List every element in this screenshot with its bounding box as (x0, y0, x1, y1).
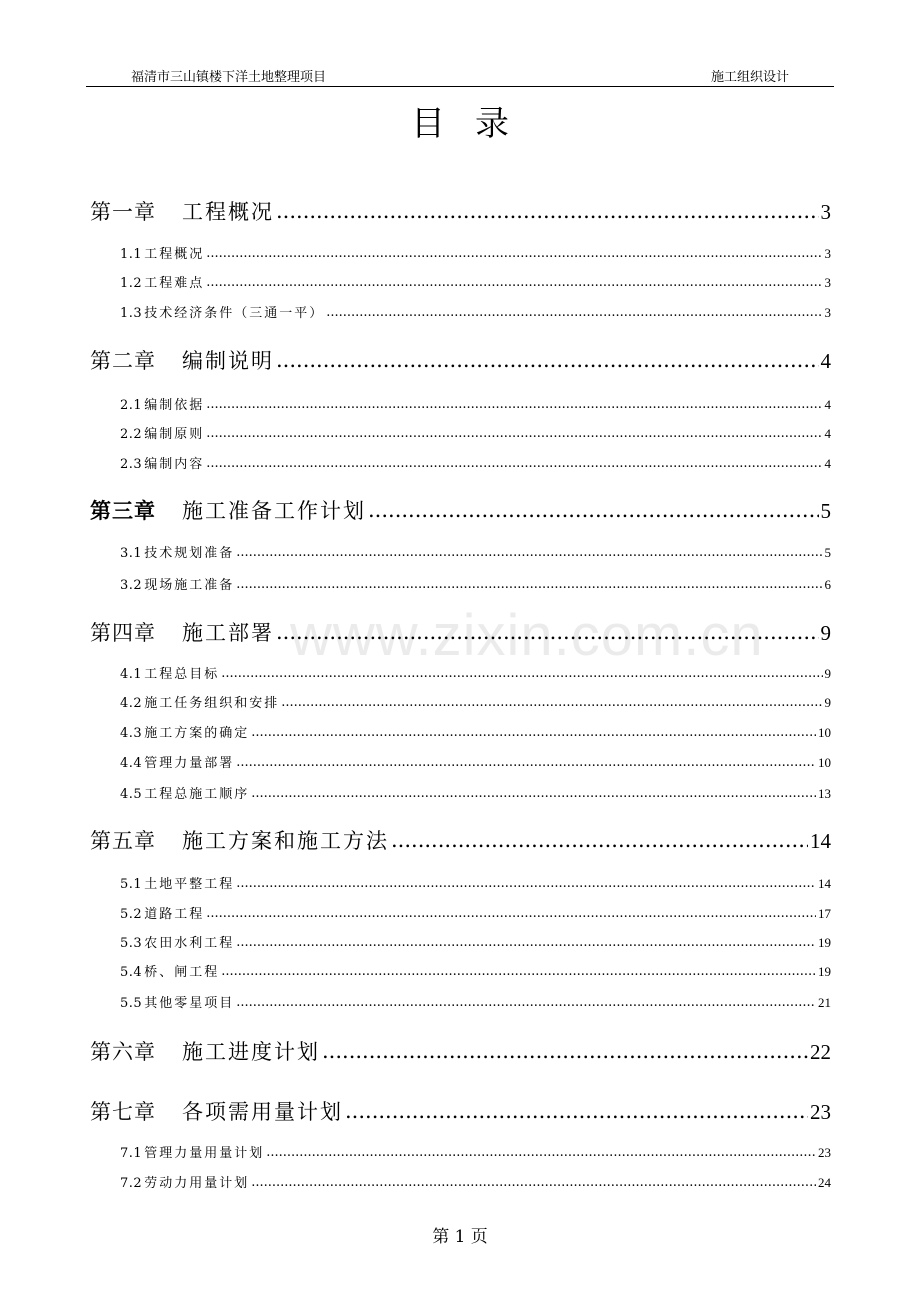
toc-entry-page: 14 (818, 876, 831, 891)
toc-dot-leader (206, 456, 822, 471)
toc-entry-number: 5.4 (120, 965, 143, 980)
toc-entry-page: 24 (818, 1175, 831, 1190)
toc-chapter-entry[interactable] (90, 825, 831, 855)
toc-entry-page: 4 (824, 456, 831, 471)
toc-entry-title: 编制内容 (144, 457, 205, 472)
toc-entry-number: 2.1 (120, 398, 143, 413)
toc-entry-number: 第四章 (90, 621, 156, 645)
toc-entry-number: 5.1 (120, 877, 143, 892)
toc-entry-number: 4.2 (120, 696, 143, 711)
toc-entry-title: 技术经济条件（三通一平） (144, 306, 325, 321)
header-project-name: 福清市三山镇楼下洋土地整理项目 (131, 70, 327, 85)
toc-entry-number: 3.1 (120, 546, 143, 561)
toc-entry-page: 17 (818, 906, 831, 921)
toc-entry-number: 5.5 (120, 996, 143, 1011)
toc-entry-title: 施工方案和施工方法 (182, 829, 389, 853)
toc-dot-leader (326, 305, 822, 320)
toc-entry-number: 2.3 (120, 457, 143, 472)
toc-section-entry[interactable] (120, 961, 831, 980)
toc-entry-number: 4.1 (120, 667, 143, 682)
toc-section-entry[interactable] (120, 903, 831, 922)
toc-dot-leader (276, 199, 819, 223)
toc-section-entry[interactable] (120, 394, 831, 413)
toc-dot-leader (236, 545, 822, 560)
toc-entry-title: 编制说明 (182, 349, 274, 373)
toc-dot-leader (206, 426, 822, 441)
toc-entry-title: 工程总目标 (144, 667, 220, 682)
toc-entry-number: 第七章 (90, 1100, 156, 1124)
toc-entry-number: 4.3 (120, 726, 143, 741)
toc-entry-title: 各项需用量计划 (182, 1100, 343, 1124)
toc-entry-number: 第三章 (90, 498, 156, 523)
toc-dot-leader (221, 964, 816, 979)
page-title: 目录 (411, 104, 539, 144)
toc-entry-page: 4 (824, 426, 831, 441)
header-doc-type: 施工组织设计 (710, 70, 789, 85)
toc-dot-leader (236, 755, 816, 770)
toc-dot-leader (281, 695, 822, 710)
toc-entry-page: 19 (818, 935, 831, 950)
toc-section-entry[interactable] (120, 574, 831, 593)
toc-dot-leader (391, 828, 808, 852)
toc-dot-leader (322, 1039, 808, 1063)
toc-entry-page: 4 (820, 349, 831, 373)
toc-entry-number: 第五章 (90, 829, 156, 853)
toc-entry-title: 其他零星项目 (144, 996, 235, 1011)
toc-dot-leader (368, 498, 819, 522)
toc-entry-number: 第六章 (90, 1040, 156, 1064)
toc-section-entry[interactable] (120, 453, 831, 472)
toc-section-entry[interactable] (120, 542, 831, 561)
toc-section-entry[interactable] (120, 783, 831, 802)
toc-chapter-entry[interactable] (90, 196, 831, 226)
toc-section-entry[interactable] (120, 272, 831, 291)
toc-section-entry[interactable] (120, 302, 831, 321)
toc-entry-title: 劳动力用量计划 (144, 1176, 250, 1191)
toc-entry-number: 1.2 (120, 276, 143, 291)
toc-section-entry[interactable] (120, 932, 831, 951)
toc-entry-page: 10 (818, 755, 831, 770)
toc-entry-number: 1.3 (120, 306, 143, 321)
toc-entry-title: 管理力量部署 (144, 756, 235, 771)
toc-entry-page: 9 (820, 621, 831, 645)
toc-section-entry[interactable] (120, 692, 831, 711)
toc-entry-number: 第一章 (90, 200, 156, 224)
toc-chapter-entry[interactable] (90, 1096, 831, 1126)
toc-chapter-entry[interactable] (90, 617, 831, 647)
toc-section-entry[interactable] (120, 423, 831, 442)
toc-section-entry[interactable] (120, 722, 831, 741)
toc-entry-title: 施工准备工作计划 (182, 499, 366, 523)
toc-entry-page: 3 (824, 305, 831, 320)
toc-dot-leader (251, 725, 816, 740)
toc-dot-leader (345, 1099, 808, 1123)
toc-entry-page: 23 (818, 1145, 831, 1160)
toc-entry-title: 施工部署 (182, 621, 274, 645)
toc-entry-title: 土地平整工程 (144, 877, 235, 892)
toc-section-entry[interactable] (120, 873, 831, 892)
toc-dot-leader (251, 1175, 816, 1190)
toc-section-entry[interactable] (120, 1142, 831, 1161)
toc-entry-page: 9 (824, 695, 831, 710)
toc-entry-page: 4 (824, 397, 831, 412)
toc-entry-title: 编制原则 (144, 427, 205, 442)
toc-dot-leader (276, 620, 819, 644)
toc-entry-number: 5.2 (120, 907, 143, 922)
toc-dot-leader (236, 876, 816, 891)
toc-entry-title: 工程概况 (144, 247, 205, 262)
toc-entry-title: 技术规划准备 (144, 546, 235, 561)
watermark: www.zixin.com.cn (290, 603, 764, 668)
toc-entry-page: 21 (818, 995, 831, 1010)
toc-entry-page: 3 (824, 275, 831, 290)
toc-entry-page: 19 (818, 964, 831, 979)
toc-entry-number: 7.1 (120, 1146, 143, 1161)
toc-dot-leader (236, 577, 822, 592)
toc-entry-page: 14 (810, 829, 831, 853)
toc-entry-number: 2.2 (120, 427, 143, 442)
toc-entry-page: 5 (824, 545, 831, 560)
toc-chapter-entry[interactable] (90, 345, 831, 375)
toc-entry-title: 工程总施工顺序 (144, 787, 250, 802)
toc-dot-leader (276, 348, 819, 372)
toc-dot-leader (266, 1145, 816, 1160)
toc-entry-page: 23 (810, 1100, 831, 1124)
toc-dot-leader (236, 995, 816, 1010)
toc-entry-title: 道路工程 (144, 907, 205, 922)
toc-entry-page: 13 (818, 786, 831, 801)
toc-chapter-entry[interactable] (90, 495, 831, 525)
toc-entry-number: 5.3 (120, 936, 143, 951)
toc-section-entry[interactable] (120, 752, 831, 771)
toc-entry-number: 3.2 (120, 578, 143, 593)
toc-entry-title: 工程概况 (182, 200, 274, 224)
toc-entry-page: 3 (824, 246, 831, 261)
toc-dot-leader (206, 906, 816, 921)
toc-dot-leader (251, 786, 816, 801)
toc-entry-title: 工程难点 (144, 276, 205, 291)
toc-section-entry[interactable] (120, 1172, 831, 1191)
toc-entry-number: 第二章 (90, 349, 156, 373)
toc-entry-page: 3 (820, 200, 831, 224)
toc-entry-title: 桥、闸工程 (144, 965, 220, 980)
toc-entry-number: 1.1 (120, 247, 143, 262)
toc-entry-title: 施工任务组织和安排 (144, 696, 280, 711)
toc-entry-title: 管理力量用量计划 (144, 1146, 265, 1161)
toc-entry-title: 施工方案的确定 (144, 726, 250, 741)
toc-entry-title: 现场施工准备 (144, 578, 235, 593)
toc-dot-leader (206, 275, 822, 290)
toc-entry-page: 6 (824, 577, 831, 592)
toc-entry-page: 9 (824, 666, 831, 681)
toc-entry-page: 10 (818, 725, 831, 740)
toc-dot-leader (236, 935, 816, 950)
toc-chapter-entry[interactable] (90, 1036, 831, 1066)
toc-entry-title: 农田水利工程 (144, 936, 235, 951)
toc-dot-leader (206, 246, 822, 261)
toc-section-entry[interactable] (120, 663, 831, 682)
toc-entry-number: 4.5 (120, 787, 143, 802)
toc-section-entry[interactable] (120, 992, 831, 1011)
toc-dot-leader (221, 666, 822, 681)
toc-dot-leader (206, 397, 822, 412)
toc-entry-title: 施工进度计划 (182, 1040, 320, 1064)
toc-entry-page: 5 (820, 499, 831, 523)
toc-entry-number: 7.2 (120, 1176, 143, 1191)
toc-section-entry[interactable] (120, 243, 831, 262)
page-header (86, 66, 834, 87)
toc-entry-page: 22 (810, 1040, 831, 1064)
toc-entry-number: 4.4 (120, 756, 143, 771)
toc-entry-title: 编制依据 (144, 398, 205, 413)
page-number: 第 1 页 (432, 1227, 488, 1247)
